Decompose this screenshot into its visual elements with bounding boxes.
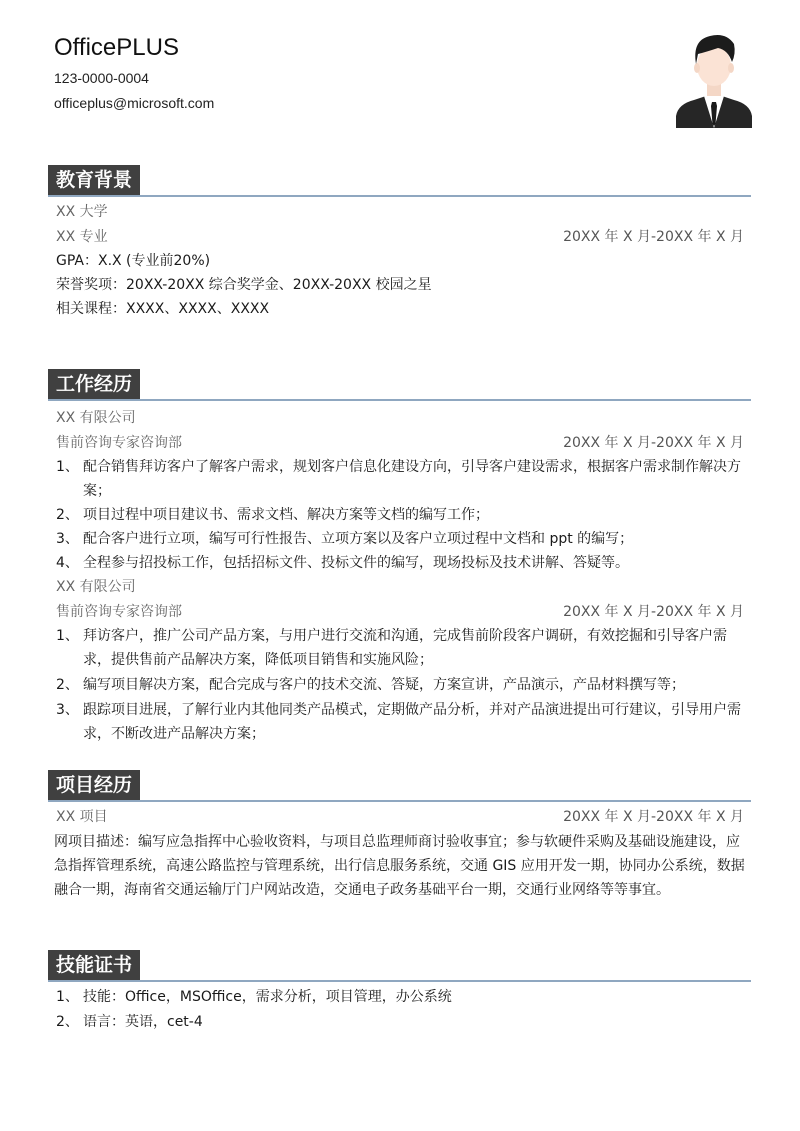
date-range: 20XX 年 X 月-20XX 年 X 月 bbox=[563, 809, 744, 825]
list-item: 3、 配合客户进行立项，编写可行性报告、立项方案以及客户立项过程中文档和 ppt 的编写； bbox=[56, 531, 634, 547]
avatar bbox=[676, 30, 752, 128]
gpa: GPA：X.X (专业前20%) bbox=[56, 253, 211, 269]
section-title: 教育背景 bbox=[48, 165, 140, 196]
phone-number: 123-0000-0004 bbox=[54, 70, 149, 86]
courses: 相关课程：XXXX、XXXX、XXXX bbox=[56, 301, 270, 317]
section-skills bbox=[48, 950, 751, 982]
section-education bbox=[48, 165, 751, 197]
resume-name: OfficePLUS bbox=[54, 34, 179, 61]
list-item: 1、 配合销售拜访客户了解客户需求，规划客户信息化建设方向，引导客户建设需求，根据客户需求制作解决方案； bbox=[56, 459, 741, 499]
date-range: 20XX 年 X 月-20XX 年 X 月 bbox=[563, 604, 744, 620]
list-item: 4、 全程参与招投标工作，包括招标文件、投标文件的编写，现场投标及技术讲解、答疑等。 bbox=[56, 555, 629, 571]
section-title: 项目经历 bbox=[48, 770, 140, 801]
section-rule bbox=[48, 980, 751, 982]
date-range: 20XX 年 X 月-20XX 年 X 月 bbox=[563, 435, 744, 451]
section-title: 工作经历 bbox=[48, 369, 140, 400]
list-item: 2、 语言：英语，cet-4 bbox=[56, 1014, 203, 1030]
list-item: 2、 编写项目解决方案，配合完成与客户的技术交流、答疑，方案宣讲，产品演示，产品材料撰写等； bbox=[56, 677, 685, 693]
list-item: 1、 技能：Office，MSOffice，需求分析，项目管理，办公系统 bbox=[56, 989, 452, 1005]
section-rule bbox=[48, 195, 751, 197]
section-title: 技能证书 bbox=[48, 950, 140, 981]
section-work bbox=[48, 369, 751, 401]
section-rule bbox=[48, 399, 751, 401]
major-row bbox=[56, 225, 744, 249]
list-item: 2、 项目过程中项目建议书、需求文档、解决方案等文档的编写工作； bbox=[56, 507, 489, 523]
project-description: 网项目描述：编写应急指挥中心验收资料，与项目总监理师商讨验收事宜；参与软硬件采购及基础设施建设，应急指挥管理系统，高速公路监控与管理系统，出行信息服务系统，交通 GIS 应用开发一期，协同办公系统，数据融合一期，海南省交通运输厅门户网站改造，交通电子政务基础平台一期，交通行业网络等等事宜。 bbox=[54, 834, 745, 898]
project-name: XX 项目 bbox=[56, 809, 108, 825]
date-range: 20XX 年 X 月-20XX 年 X 月 bbox=[563, 229, 744, 245]
dept-row bbox=[56, 600, 744, 624]
section-project bbox=[48, 770, 751, 802]
list-item: 3、 跟踪项目进展，了解行业内其他同类产品模式，定期做产品分析，并对产品演进提出可行建议，引导用户需求，不断改进产品解决方案； bbox=[56, 702, 741, 742]
department: 售前咨询专家咨询部 bbox=[56, 435, 182, 451]
company-name: XX 有限公司 bbox=[56, 579, 136, 595]
school-name: XX 大学 bbox=[56, 204, 108, 220]
section-rule bbox=[48, 800, 751, 802]
list-item: 1、 拜访客户，推广公司产品方案，与用户进行交流和沟通，完成售前阶段客户调研，有效挖掘和引导客户需求，提供售前产品解决方案，降低项目销售和实施风险； bbox=[56, 628, 727, 668]
project-row bbox=[56, 805, 744, 829]
company-name: XX 有限公司 bbox=[56, 410, 136, 426]
honors: 荣誉奖项：20XX-20XX 综合奖学金、20XX-20XX 校园之星 bbox=[56, 277, 432, 293]
email-address: officeplus@microsoft.com bbox=[54, 95, 215, 111]
major-name: XX 专业 bbox=[56, 229, 108, 245]
dept-row bbox=[56, 431, 744, 455]
department: 售前咨询专家咨询部 bbox=[56, 604, 182, 620]
